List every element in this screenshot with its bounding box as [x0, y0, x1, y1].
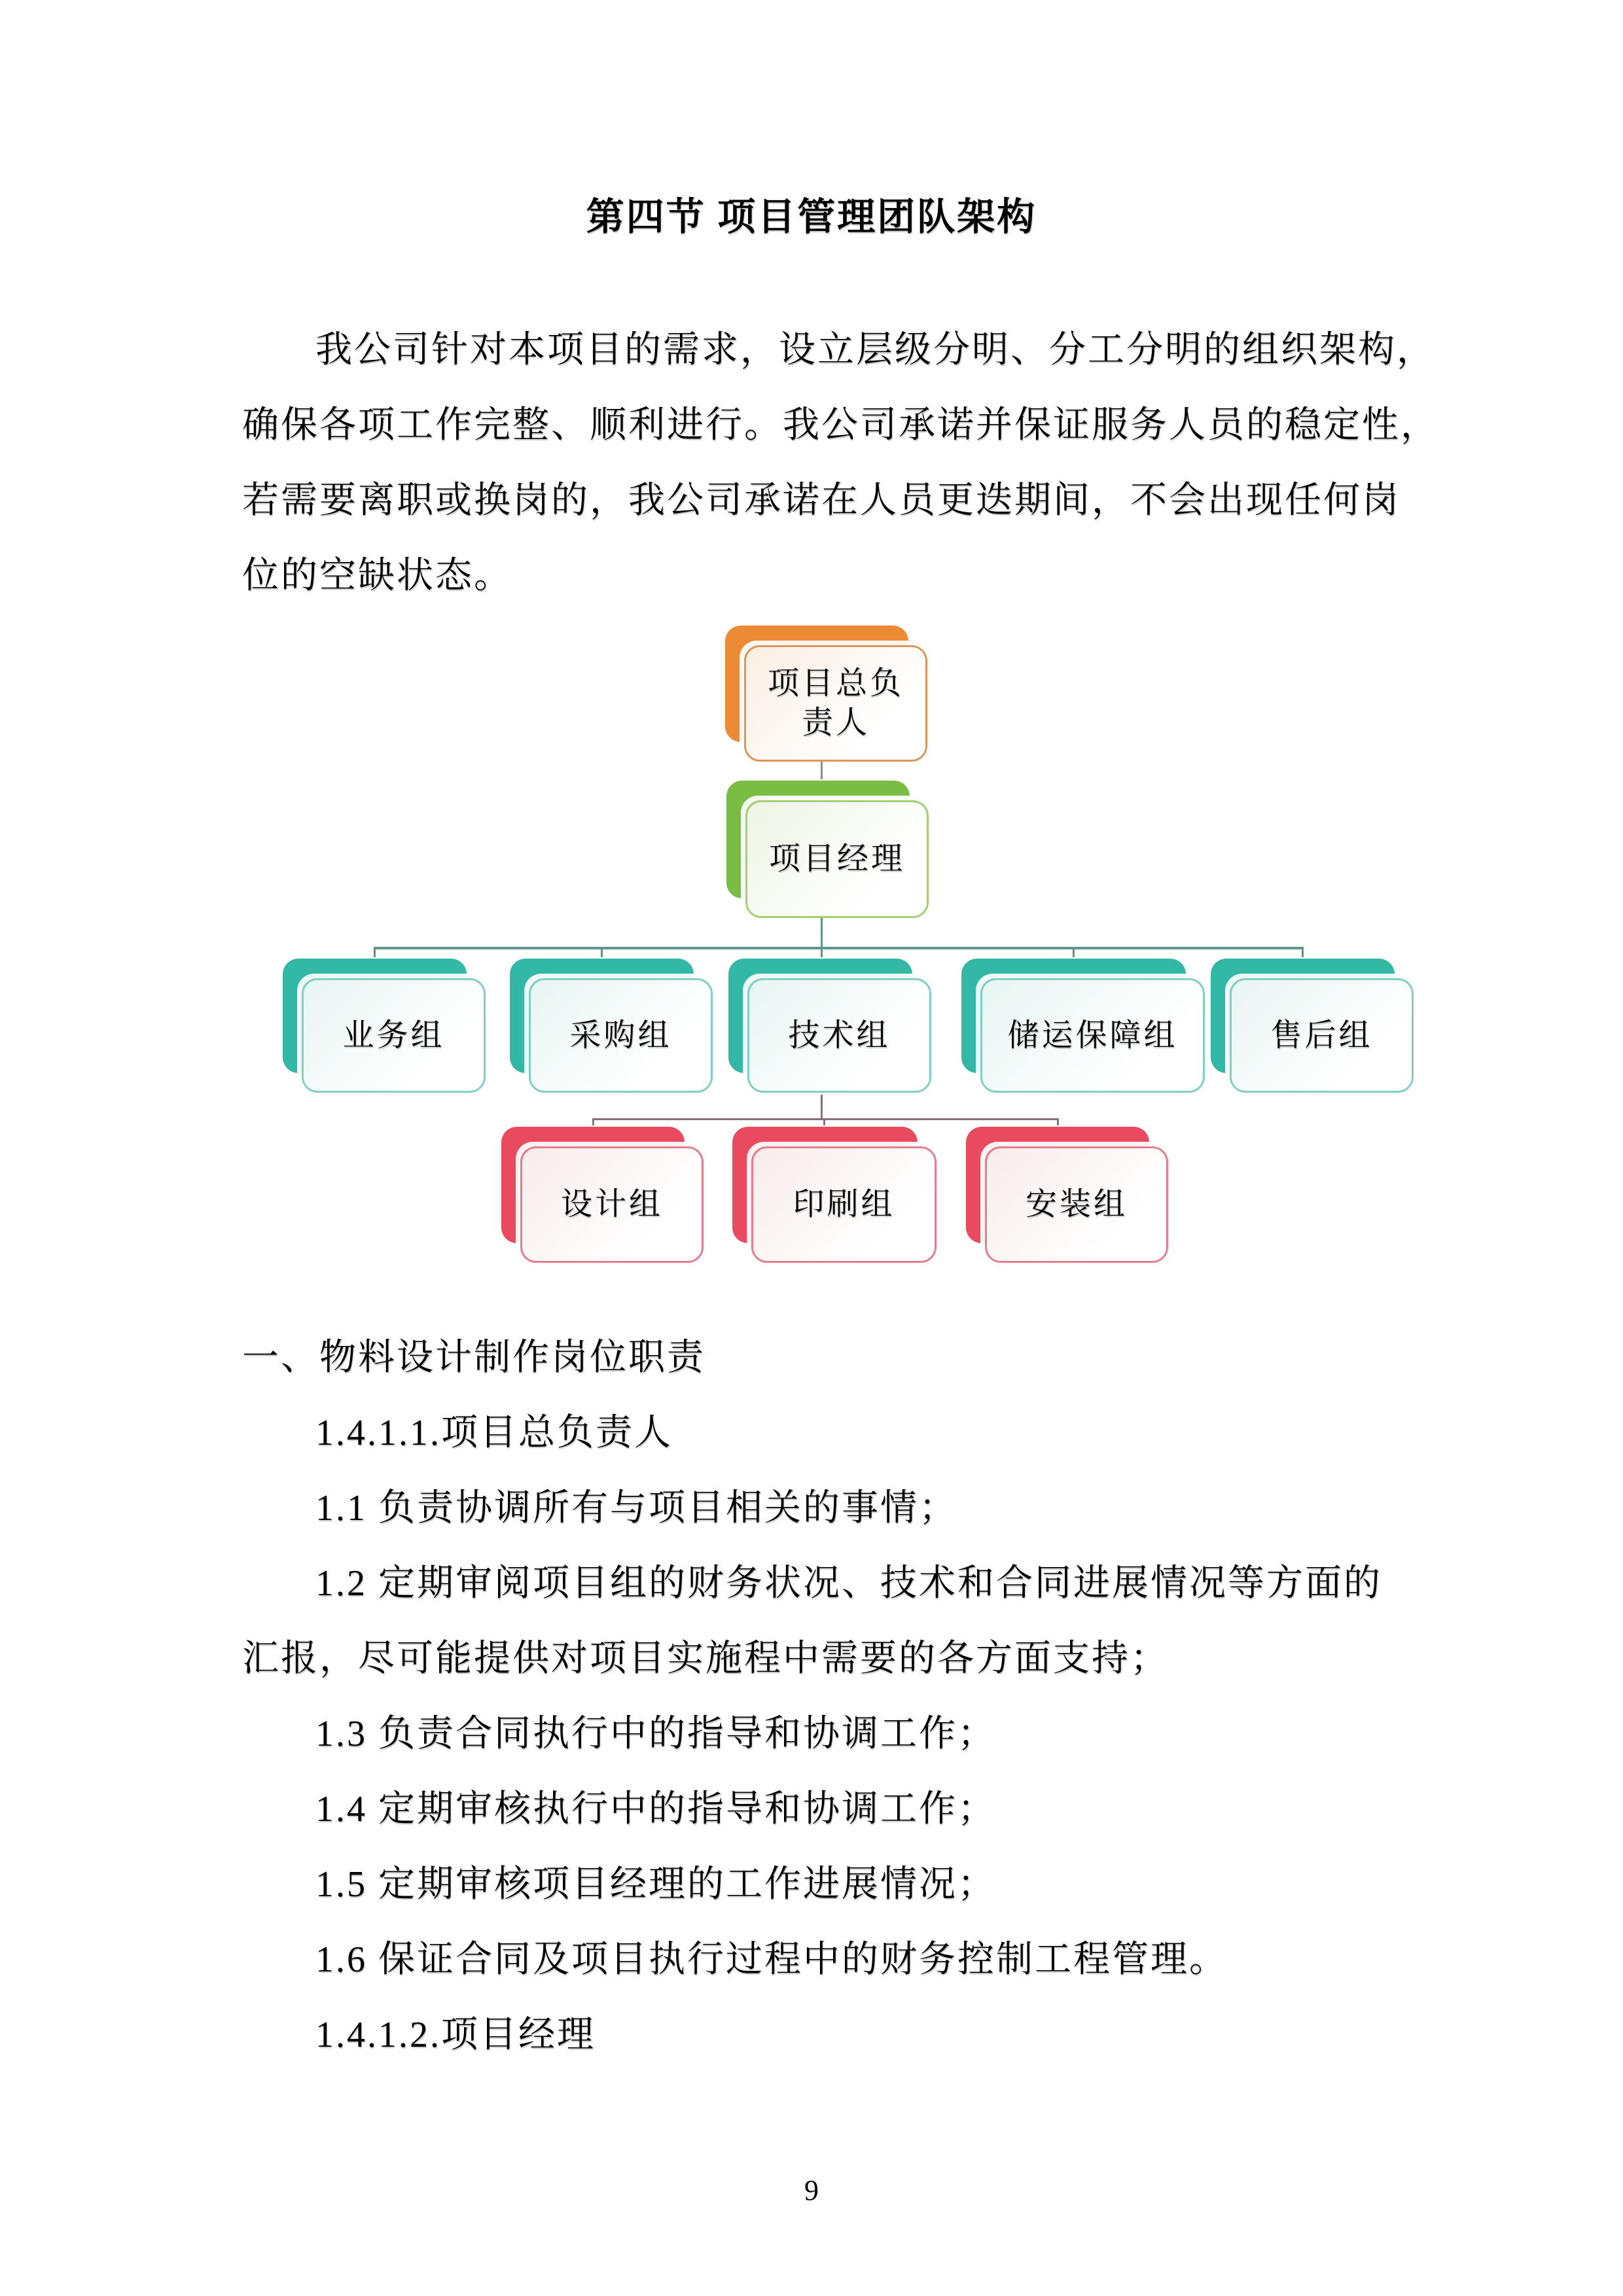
- org-box-project-manager: [726, 781, 910, 898]
- box-front-layer: [529, 978, 713, 1093]
- org-box-aftersales-group: [1211, 959, 1395, 1073]
- connector-tech-drop: [821, 1095, 823, 1119]
- duties-section: [242, 1320, 1414, 2073]
- box-label: 业务组: [342, 1017, 445, 1053]
- org-box-procurement-group: [510, 959, 694, 1073]
- paragraph-line: 确保各项工作完整、顺利进行。我公司承诺并保证服务人员的稳定性，: [242, 405, 1439, 446]
- page-number: 9: [804, 2174, 819, 2206]
- box-front-layer: [747, 978, 931, 1093]
- box-label: 安装组: [1025, 1187, 1128, 1222]
- box-front-layer: [302, 978, 486, 1093]
- section-line: 1.4 定期审核执行中的指导和协调工作；: [315, 1789, 996, 1829]
- org-box-project-director: [725, 626, 908, 742]
- box-label: 设计组: [560, 1187, 663, 1222]
- org-box-installation-group: [966, 1127, 1149, 1243]
- org-box-design-group: [501, 1127, 685, 1243]
- page-title: 第四节 项目管理团队架构: [586, 196, 1037, 238]
- section-line: 1.5 定期审核项目经理的工作进展情况；: [315, 1864, 996, 1905]
- box-front-layer: [980, 978, 1205, 1093]
- box-label: 售后组: [1270, 1017, 1373, 1053]
- section-line: 1.2 定期审阅项目组的财务状况、技术和合同进展情况等方面的: [315, 1563, 1382, 1604]
- section-line: 1.3 负责合同执行中的指导和协调工作；: [315, 1714, 996, 1754]
- section-line: 1.6 保证合同及项目执行过程中的财务控制工程管理。: [315, 1939, 1228, 1980]
- connector-root-pm: [821, 761, 823, 782]
- connector-teal-rail: [374, 947, 1304, 949]
- section-heading: 一、物料设计制作岗位职责: [242, 1337, 705, 1378]
- box-front-layer: [751, 1146, 936, 1263]
- box-label: 项目总负责人: [767, 666, 904, 740]
- box-front-layer: [985, 1146, 1168, 1263]
- box-label: 项目经理: [768, 841, 905, 876]
- org-box-logistics-group: [961, 959, 1186, 1073]
- org-box-business-group: [283, 959, 467, 1073]
- connector-pm-drop: [821, 917, 823, 949]
- box-label: 技术组: [788, 1017, 891, 1053]
- box-front-layer: [745, 800, 929, 918]
- connector-red-rail: [592, 1118, 1059, 1120]
- box-front-layer: [1230, 978, 1414, 1093]
- paragraph-line: 我公司针对本项目的需求，设立层级分明、分工分明的组织架构，: [315, 330, 1435, 370]
- box-label: 采购组: [569, 1017, 672, 1053]
- paragraph-line: 位的空缺状态。: [242, 556, 512, 596]
- box-front-layer: [520, 1146, 704, 1263]
- org-box-technical-group: [728, 959, 912, 1073]
- box-front-layer: [744, 645, 927, 762]
- section-line: 1.4.1.2.项目经理: [315, 2015, 596, 2055]
- box-label: 储运保障组: [1007, 1017, 1178, 1053]
- section-line: 1.4.1.1.项目总负责人: [315, 1413, 673, 1453]
- box-label: 印刷组: [793, 1187, 895, 1222]
- section-line: 汇报，尽可能提供对项目实施程中需要的各方面支持；: [242, 1638, 1169, 1679]
- org-box-printing-group: [732, 1127, 918, 1243]
- paragraph-line: 若需要离职或换岗的，我公司承诺在人员更迭期间，不会出现任何岗: [242, 480, 1400, 521]
- section-line: 1.1 负责协调所有与项目相关的事情；: [315, 1488, 957, 1528]
